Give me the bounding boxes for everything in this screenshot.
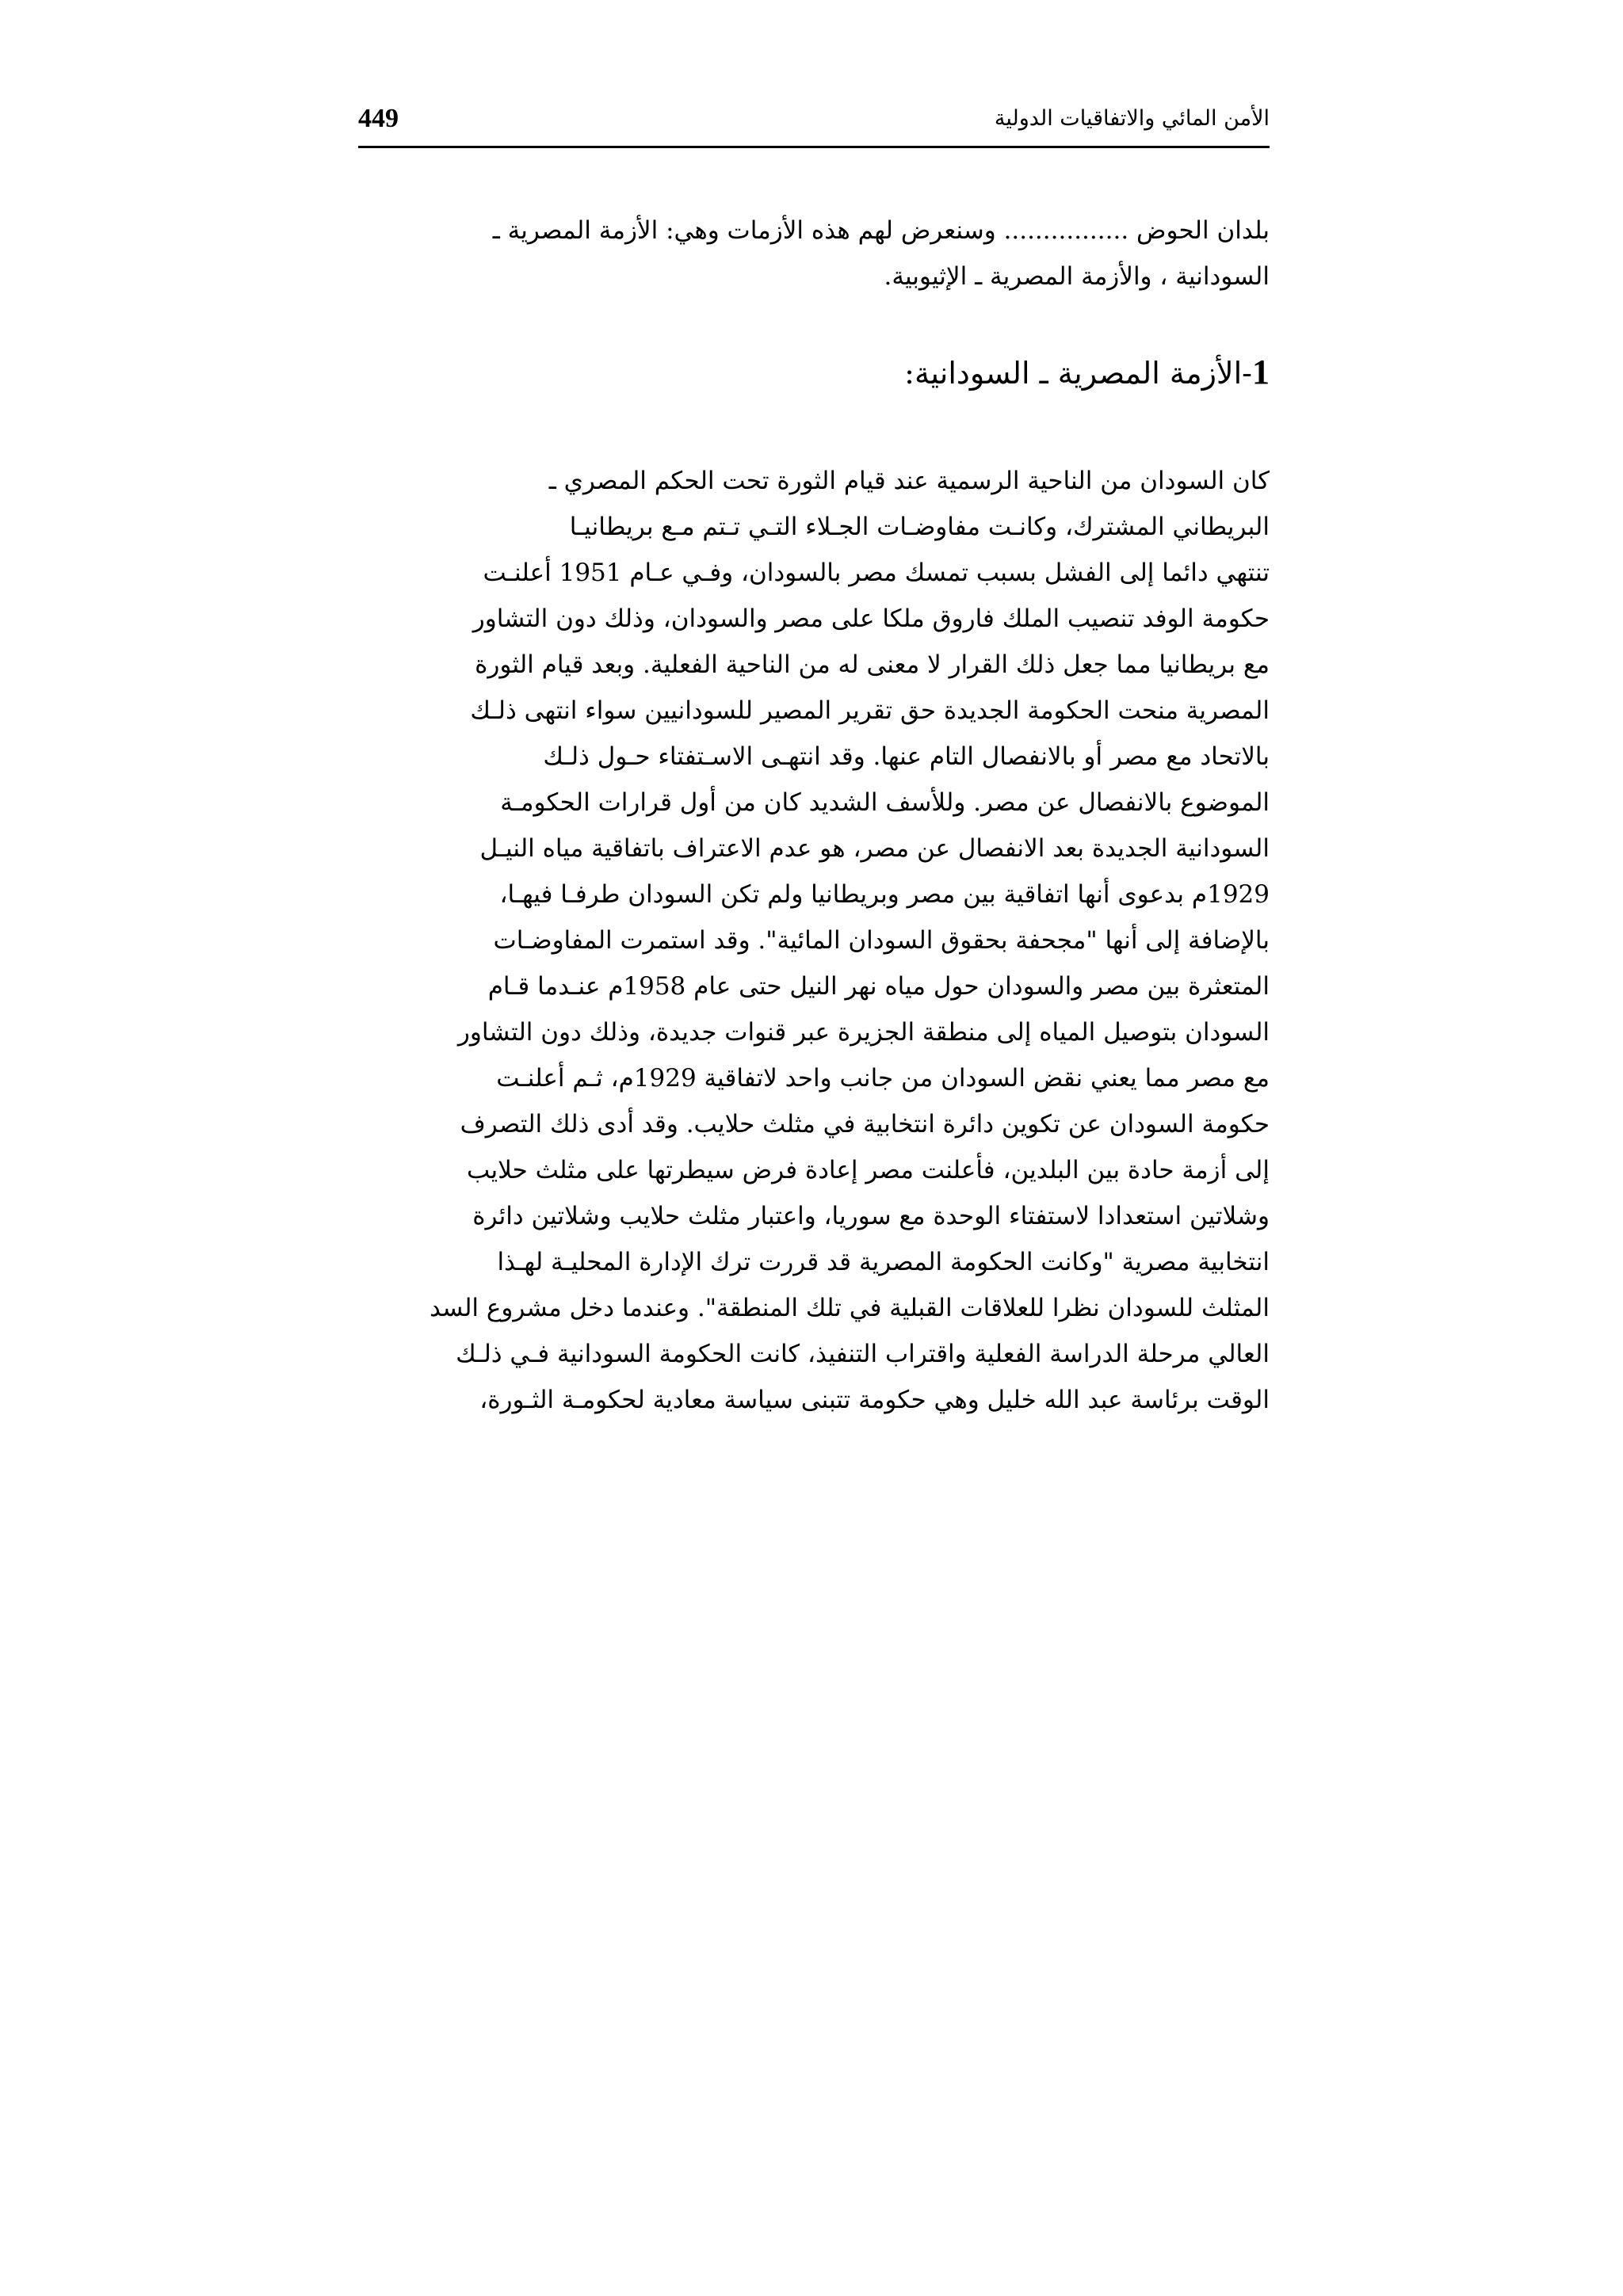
body-paragraph [358, 458, 1270, 1423]
paragraph-line: السودانية ، والأزمة المصرية ـ الإثيوبية. [884, 262, 1270, 291]
paragraph-line: حكومة السودان عن تكوين دائرة انتخابية في مثلث حلايب. وقد أدى ذلك التصرف [460, 1110, 1270, 1138]
paragraph-line: تنتهي دائما إلى الفشل بسبب تمسك مصر بالسودان، وفـي عـام 1951 أعلنـت [483, 559, 1270, 587]
paragraph-line: المتعثرة بين مصر والسودان حول مياه نهر النيل حتى عام 1958م عنـدما قـام [487, 972, 1270, 1001]
paragraph-line: بالاتحاد مع مصر أو بالانفصال التام عنها. وقد انتهـى الاسـتفتاء حـول ذلـك [543, 742, 1270, 771]
page-number: 449 [358, 104, 399, 133]
paragraph-line: بلدان الحوض ................ وسنعرض لهم هذه الأزمات وهي: الأزمة المصرية ـ [492, 216, 1270, 245]
paragraph-line: البريطاني المشترك، وكانـت مفاوضـات الجـلاء التـي تـتم مـع بريطانيـا [569, 513, 1270, 541]
running-header-title: الأمن المائي والاتفاقيات الدولية [994, 106, 1270, 131]
running-header [358, 101, 1270, 136]
paragraph-line: وشلاتين استعدادا لاستفتاء الوحدة مع سوريا، واعتبار مثلث حلايب وشلاتين دائرة [472, 1202, 1270, 1230]
section-number: 1 [1252, 353, 1270, 391]
paragraph-line: 1929م بدعوى أنها اتفاقية بين مصر وبريطانيا ولم تكن السودان طرفـا فيهـا، [499, 880, 1270, 909]
paragraph-line: الموضوع بالانفصال عن مصر. وللأسف الشديد كان من أول قرارات الحكومـة [500, 788, 1270, 817]
paragraph-line: مع بريطانيا مما جعل ذلك القرار لا معنى له من الناحية الفعلية. وبعد قيام الثورة [475, 650, 1270, 679]
paragraph-line: العالي مرحلة الدراسة الفعلية واقتراب التنفيذ، كانت الحكومة السودانية فـي ذلـك [456, 1340, 1270, 1368]
paragraph-line: مع مصر مما يعني نقض السودان من جانب واحد لاتفاقية 1929م، ثـم أعلنـت [496, 1064, 1270, 1093]
paragraph-line: الوقت برئاسة عبد الله خليل وهي حكومة تتبنى سياسة معادية لحكومـة الثـورة، [479, 1386, 1270, 1414]
section-title: -الأزمة المصرية ـ السودانية: [904, 356, 1252, 391]
paragraph-line: السودانية الجديدة بعد الانفصال عن مصر، هو عدم الاعتراف باتفاقية مياه النيـل [479, 834, 1270, 863]
section-heading [358, 349, 1270, 397]
header-divider [358, 146, 1270, 148]
paragraph-line: المصرية منحت الحكومة الجديدة حق تقرير المصير للسودانيين سواء انتهى ذلـك [470, 696, 1270, 725]
paragraph-line: المثلث للسودان نظرا للعلاقات القبلية في تلك المنطقة". وعندما دخل مشروع السد [430, 1294, 1270, 1322]
paragraph-line: حكومة الوفد تنصيب الملك فاروق ملكا على مصر والسودان، وذلك دون التشاور [472, 605, 1270, 633]
paragraph-line: إلى أزمة حادة بين البلدين، فأعلنت مصر إعادة فرض سيطرتها على مثلث حلايب [467, 1156, 1270, 1184]
paragraph-line: بالإضافة إلى أنها "مجحفة بحقوق السودان المائية". وقد استمرت المفاوضـات [493, 926, 1270, 955]
intro-paragraph [358, 208, 1270, 299]
paragraph-line: السودان بتوصيل المياه إلى منطقة الجزيرة عبر قنوات جديدة، وذلك دون التشاور [457, 1018, 1270, 1047]
paragraph-line: كان السودان من الناحية الرسمية عند قيام الثورة تحت الحكم المصري ـ [548, 467, 1270, 495]
paragraph-line: انتخابية مصرية "وكانت الحكومة المصرية قد قررت ترك الإدارة المحليـة لهـذا [497, 1248, 1270, 1276]
